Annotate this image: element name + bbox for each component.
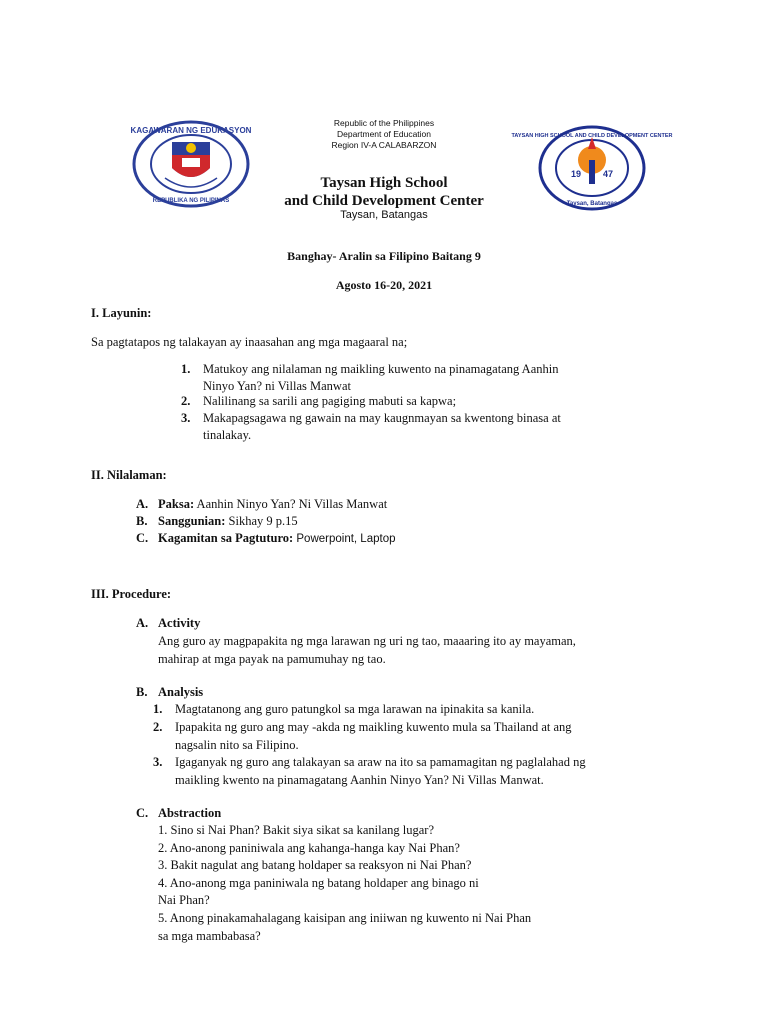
section-procedure-heading: III. Procedure: [91,587,172,601]
nilalaman-item-c-value: Powerpoint, Laptop [293,533,396,545]
nilalaman-item-a-value: Aanhin Ninyo Yan? Ni Villas Manwat [194,497,388,511]
svg-text:Taysan, Batangas: Taysan, Batangas [566,201,618,207]
nilalaman-item-b-value: Sikhay 9 p.15 [225,514,298,528]
activity-line2: mahirap at mga payak na pamumuhay ng tao. [158,652,386,666]
svg-text:KAGAWARAN NG EDUKASYON: KAGAWARAN NG EDUKASYON [130,126,252,135]
analysis-item-3-line1: Igaganyak ng guro ang talakayan sa araw na ito sa pamamagitan ng paglalahad ng [175,755,586,769]
header-department: Department of Education [336,129,432,139]
header-region: Region IV-A CALABARZON [331,140,437,150]
nilalaman-item-a-letter: A. [136,497,149,511]
nilalaman-item-b-label: Sanggunian: [158,514,226,528]
abstraction-question-3: 3. Bakit nagulat ang batang holdaper sa reaksyon ni Nai Phan? [158,858,472,872]
abstraction-question-2: 2. Ano-anong paniniwala ang kahanga-hanga kay Nai Phan? [158,841,460,855]
abstraction-label: Abstraction [158,806,222,820]
section-layunin-heading: I. Layunin: [91,306,152,320]
svg-text:TAYSAN HIGH SCHOOL AND CHILD D: TAYSAN HIGH SCHOOL AND CHILD DEVELOPMENT CENTER [511,133,673,139]
layunin-item-2-line1: Nalilinang sa sarili ang pagiging mabuti sa kapwa; [203,394,457,408]
layunin-item-3-line1: Makapagsagawa ng gawain na may kaugnmayan sa kwentong binasa at [203,411,561,425]
abstraction-letter: C. [136,806,149,820]
abstraction-question-5-cont: sa mga mambabasa? [158,929,261,943]
abstraction-question-4: 4. Ano-anong mga paniniwala ng batang holdaper ang binago ni [158,876,479,890]
analysis-item-1-line1: Magtatanong ang guro patungkol sa mga larawan na ipinakita sa kanila. [175,702,535,716]
nilalaman-item-c-letter: C. [136,531,149,545]
layunin-item-1-num: 1. [181,362,191,376]
analysis-item-2-num: 2. [153,720,163,734]
svg-text:19: 19 [570,169,582,179]
nilalaman-item-b-letter: B. [136,514,148,528]
analysis-item-2-line1: Ipapakita ng guro ang may -akda ng maikling kuwento mula sa Thailand at ang [175,720,572,734]
layunin-item-1-line1: Matukoy ang nilalaman ng maikling kuwento na pinamagatang Aanhin [203,362,559,376]
analysis-label: Analysis [158,685,204,699]
analysis-item-1-num: 1. [153,702,163,716]
analysis-item-3-line2: maikling kwento na pinamagatang Aanhin Ninyo Yan? Ni Villas Manwat. [175,773,544,787]
nilalaman-item-a-label: Paksa: [158,497,195,511]
activity-letter: A. [136,616,149,630]
activity-line1: Ang guro ay magpapakita ng mga larawan ng uri ng tao, maaaring ito ay mayaman, [158,634,576,648]
nilalaman-item-b [158,513,298,530]
layunin-item-3-num: 3. [181,411,191,425]
abstraction-question-5: 5. Anong pinakamahalagang kaisipan ang iniiwan ng kuwento ni Nai Phan [158,911,532,925]
document-title: Banghay- Aralin sa Filipino Baitang 9 [287,249,481,263]
layunin-item-1-line2: Ninyo Yan? ni Villas Manwat [203,379,351,393]
layunin-item-2-num: 2. [181,394,191,408]
school-name-line1: Taysan High School [320,175,448,191]
nilalaman-item-c-label: Kagamitan sa Pagtuturo: [158,531,294,545]
school-name-line2: and Child Development Center [284,193,484,209]
svg-text:47: 47 [602,169,614,179]
layunin-intro: Sa pagtatapos ng talakayan ay inaasahan ang mga magaaral na; [91,335,408,349]
document-date: Agosto 16-20, 2021 [335,278,433,292]
analysis-item-3-num: 3. [153,755,163,769]
abstraction-question-4-cont: Nai Phan? [158,893,210,907]
analysis-letter: B. [136,685,148,699]
svg-text:REPUBLIKA NG PILIPINAS: REPUBLIKA NG PILIPINAS [152,198,230,204]
nilalaman-item-c [158,530,395,548]
layunin-item-3-line2: tinalakay. [203,428,252,442]
abstraction-question-1: 1. Sino si Nai Phan? Bakit siya sikat sa kanilang lugar? [158,823,434,837]
nilalaman-item-a [158,496,387,513]
header-republic: Republic of the Philippines [333,118,435,128]
section-nilalaman-heading: II. Nilalaman: [91,468,167,482]
analysis-item-2-line2: nagsalin nito sa Filipino. [175,738,299,752]
activity-label: Activity [158,616,201,630]
school-location: Taysan, Batangas [340,209,428,221]
